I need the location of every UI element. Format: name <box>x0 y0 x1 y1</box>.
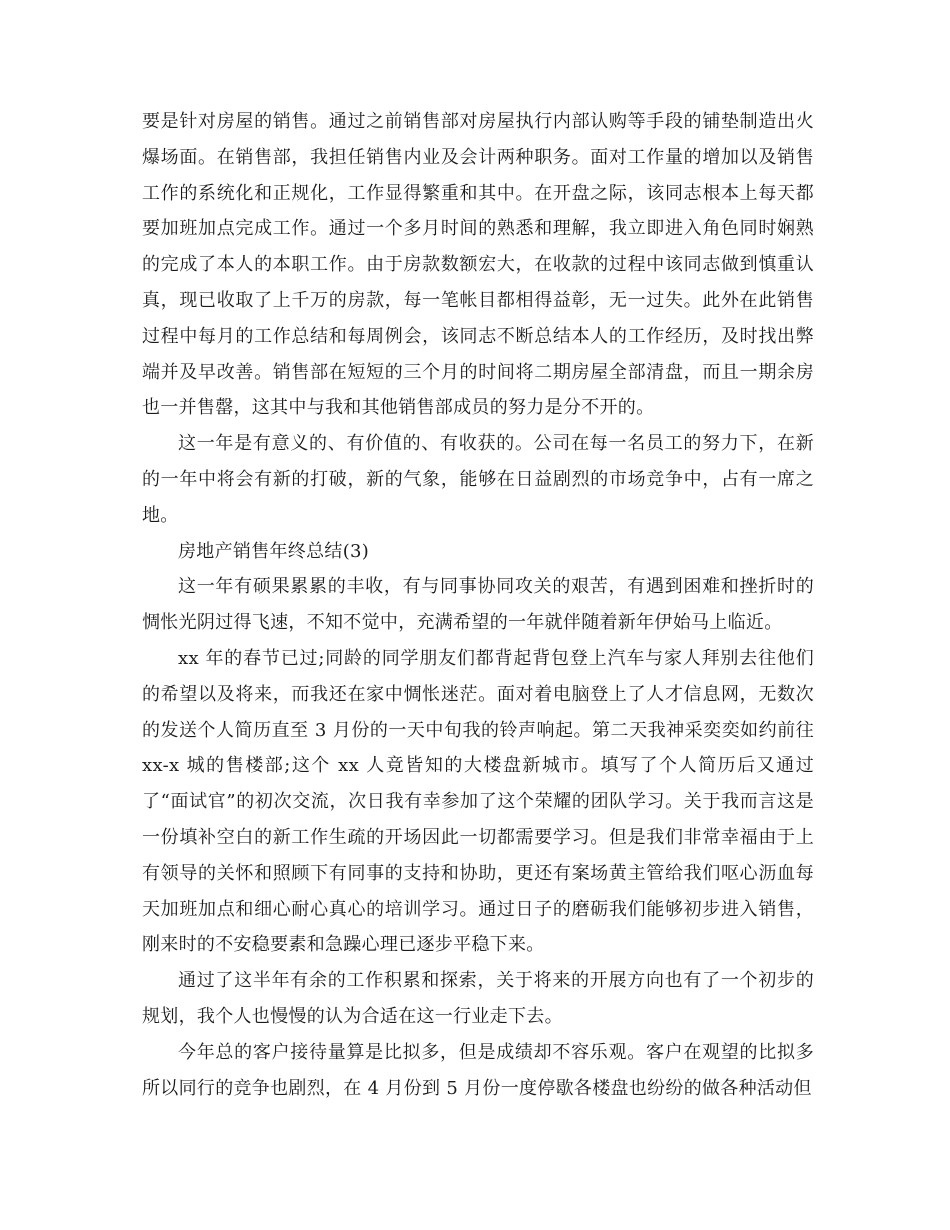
paragraph-1: 要是针对房屋的销售。通过之前销售部对房屋执行内部认购等手段的铺垫制造出火爆场面。在销售部，我担任销售内业及会计两种职务。面对工作量的增加以及销售工作的系统化和正规化，工作显得繁重和其中。在开盘之际，该同志根本上每天都要加班加点完成工作。通过一个多月时间的熟悉和理解，我立即进入角色同时娴熟的完成了本人的本职工作。由于房款数额宏大，在收款的过程中该同志做到慎重认真，现已收取了上千万的房款，每一笔帐目都相得益彰，无一过失。此外在此销售过程中每月的工作总结和每周例会，该同志不断总结本人的工作经历，及时找出弊端并及早改善。销售部在短短的三个月的时间将二期房屋全部清盘，而且一期余房也一并售罄，这其中与我和其他销售部成员的努力是分不开的。 <box>142 111 814 419</box>
document-body <box>142 104 814 1106</box>
section-heading: 房地产销售年终总结(3) <box>178 540 370 562</box>
paragraph-3: 这一年有硕果累累的丰收，有与同事协同攻关的艰苦，有遇到困难和挫折时的惆怅光阴过得飞速，不知不觉中，充满希望的一年就伴随着新年伊始马上临近。 <box>142 576 814 634</box>
paragraph-5: 通过了这半年有余的工作积累和探索，关于将来的开展方向也有了一个初步的规划，我个人也慢慢的认为合适在这一行业走下去。 <box>142 970 814 1027</box>
paragraph-6: 今年总的客户接待量算是比拟多，但是成绩却不容乐观。客户在观望的比拟多所以同行的竞争也剧烈，在 4 月份到 5 月份一度停歇各楼盘也纷纷的做各种活动但 <box>142 1041 814 1099</box>
paragraph-2: 这一年是有意义的、有价值的、有收获的。公司在每一名员工的努力下，在新的一年中将会有新的打破，新的气象，能够在日益剧烈的市场竞争中，占有一席之地。 <box>142 433 814 526</box>
paragraph-4: xx 年的春节已过;同龄的同学朋友们都背起背包登上汽车与家人拜别去往他们的希望以及将来，而我还在家中惆怅迷茫。面对着电脑登上了人才信息网，无数次的发送个人简历直至 3 月份的一天中旬我的铃声响起。第二天我神采奕奕如约前往 xx-x 城的售楼部;这个 xx 人竟皆知的大楼盘新城市。填写了个人简历后又通过了“面试官”的初次交流，次日我有幸参加了这个荣耀的团队学习。关于我而言这是一份填补空白的新工作生疏的开场因此一切都需要学习。但是我们非常幸福由于上有领导的关怀和照顾下有同事的支持和协助，更还有案场黄主管给我们呕心沥血每天加班加点和细心耐心真心的培训学习。通过日子的磨砺我们能够初步进入销售，刚来时的不安稳要素和急躁心理已逐步平稳下来。 <box>142 647 814 956</box>
